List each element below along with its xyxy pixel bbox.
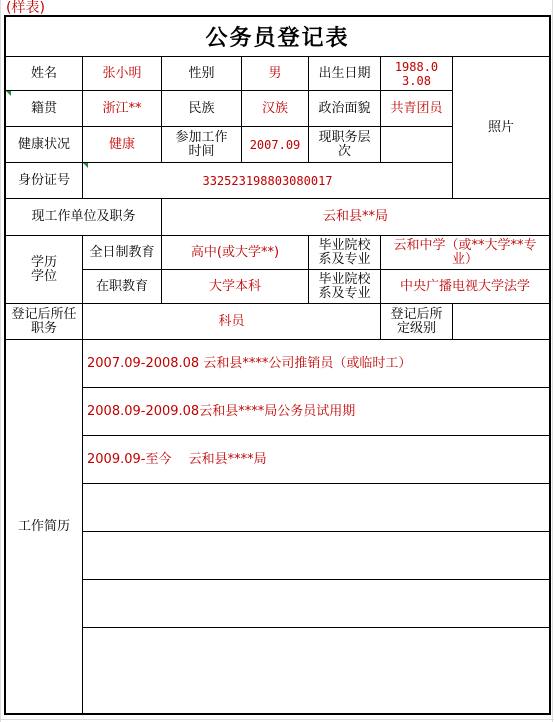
resume-row[interactable] [83,628,549,713]
education-label: 学历学位 [6,236,83,304]
position-level-label: 现职务层次 [309,127,381,163]
rank-after-value[interactable] [453,304,549,340]
ethnic-label: 民族 [162,91,242,127]
political-value[interactable]: 共青团员 [381,91,453,127]
native-value[interactable]: 浙江** [83,91,162,127]
post-after-value[interactable]: 科员 [83,304,381,340]
photo-box[interactable]: 照片 [453,57,549,199]
inservice-school-value[interactable]: 中央广播电视大学法学 [381,270,549,304]
birth-value[interactable]: 1988.03.08 [381,57,453,91]
health-label: 健康状况 [6,127,83,163]
current-unit-value[interactable]: 云和县**局 [162,199,549,236]
post-after-label: 登记后所任职务 [6,304,83,340]
gender-value[interactable]: 男 [242,57,309,91]
name-label: 姓名 [6,57,83,91]
resume-row[interactable] [83,532,549,580]
gender-label: 性别 [162,57,242,91]
resume-row[interactable] [83,484,549,532]
resume-row[interactable]: 2007.09-2008.08 云和县****公司推销员（或临时工） [83,340,549,388]
inservice-label: 在职教育 [83,270,162,304]
cell-comment-marker [6,91,11,96]
position-level-value[interactable] [381,127,453,163]
id-label: 身份证号 [6,163,83,199]
resume-label: 工作简历 [6,340,83,713]
health-value[interactable]: 健康 [83,127,162,163]
fulltime-edu-value[interactable]: 高中(或大学**) [162,236,309,270]
resume-row[interactable] [83,580,549,628]
native-label: 籍贯 [6,91,83,127]
sample-label: (样表) [6,0,45,16]
inservice-edu-value[interactable]: 大学本科 [162,270,309,304]
id-value[interactable]: 332523198803080017 [83,163,453,199]
work-start-value[interactable]: 2007.09 [242,127,309,163]
inservice-school-label: 毕业院校系及专业 [309,270,381,304]
work-start-label: 参加工作时间 [162,127,242,163]
fulltime-school-value[interactable]: 云和中学（或**大学**专业） [381,236,549,270]
political-label: 政治面貌 [309,91,381,127]
name-value[interactable]: 张小明 [83,57,162,91]
ethnic-value[interactable]: 汉族 [242,91,309,127]
fulltime-label: 全日制教育 [83,236,162,270]
fulltime-school-label: 毕业院校系及专业 [309,236,381,270]
birth-label: 出生日期 [309,57,381,91]
form-title: 公务员登记表 [6,17,549,57]
rank-after-label: 登记后所定级别 [381,304,453,340]
registration-form [4,15,551,715]
resume-row[interactable]: 2008.09-2009.08云和县****局公务员试用期 [83,388,549,436]
resume-row[interactable]: 2009.09-至今 云和县****局 [83,436,549,484]
current-unit-label: 现工作单位及职务 [6,199,162,236]
